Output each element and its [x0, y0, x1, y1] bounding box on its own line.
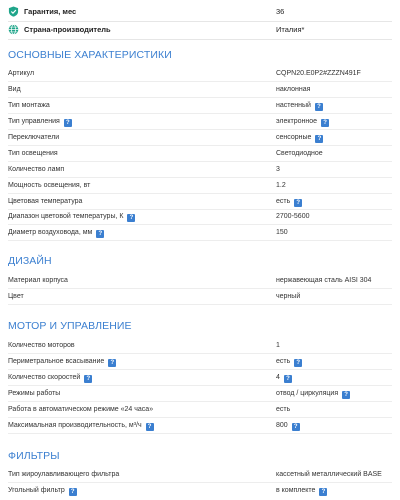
- spec-row-speed-count: [0, 372, 400, 386]
- spec-value: [276, 118, 329, 127]
- spec-label: [8, 118, 72, 127]
- warranty-value: 36: [276, 7, 285, 16]
- help-icon[interactable]: ?: [64, 119, 72, 127]
- spec-row-duct-diameter: [0, 227, 400, 241]
- spec-value: наклонная: [276, 86, 311, 93]
- spec-row-switches: [0, 132, 400, 146]
- spec-value-text: сенсорные: [276, 134, 312, 141]
- help-icon[interactable]: ?: [146, 423, 154, 431]
- spec-row-lighting-power: [0, 180, 400, 194]
- spec-value: 1.2: [276, 182, 286, 189]
- spec-row-grease-filter-type: [0, 469, 400, 483]
- spec-row-article: [0, 68, 400, 82]
- spec-value-text: 4: [276, 374, 280, 381]
- shield-check-icon: [8, 6, 19, 17]
- spec-value: 150: [276, 229, 288, 236]
- help-icon[interactable]: ?: [284, 375, 292, 383]
- help-icon[interactable]: ?: [342, 391, 350, 399]
- spec-value: 2700-5600: [276, 213, 310, 220]
- globe-icon: [8, 24, 19, 35]
- spec-row-max-capacity: [0, 420, 400, 434]
- spec-row-color: [0, 291, 400, 305]
- spec-label: Цвет: [8, 293, 24, 300]
- spec-row-perimeter-suction: [0, 356, 400, 370]
- spec-row-lighting-type: [0, 148, 400, 162]
- help-icon[interactable]: ?: [294, 199, 302, 207]
- spec-value: [276, 198, 302, 207]
- spec-value: Светодиодное: [276, 150, 323, 157]
- spec-label: Мощность освещения, вт: [8, 182, 91, 189]
- spec-value-text: есть: [276, 198, 291, 205]
- spec-label: Материал корпуса: [8, 277, 68, 284]
- spec-label: [8, 487, 77, 496]
- spec-label: [8, 374, 92, 383]
- divider: [8, 39, 392, 40]
- spec-label: Тип жироулавливающего фильтра: [8, 471, 120, 478]
- help-icon[interactable]: ?: [96, 230, 104, 238]
- spec-label: Вид: [8, 86, 21, 93]
- spec-value-text: 800: [276, 422, 288, 429]
- spec-value: кассетный металлический BASE: [276, 471, 382, 478]
- spec-row-body-material: [0, 275, 400, 289]
- spec-label-text: Максимальная производительность, м³/ч: [8, 422, 142, 429]
- spec-value: есть: [276, 406, 291, 413]
- spec-label: Количество ламп: [8, 166, 65, 173]
- help-icon[interactable]: ?: [315, 103, 323, 111]
- help-icon[interactable]: ?: [127, 214, 135, 222]
- help-icon[interactable]: ?: [321, 119, 329, 127]
- section-title-motor-control: МОТОР И УПРАВЛЕНИЕ: [8, 320, 132, 332]
- spec-label: Артикул: [8, 70, 35, 77]
- spec-value: черный: [276, 293, 301, 300]
- section-title-filters: ФИЛЬТРЫ: [8, 450, 60, 462]
- help-icon[interactable]: ?: [292, 423, 300, 431]
- help-icon[interactable]: ?: [108, 359, 116, 367]
- spec-value-text: электронное: [276, 118, 318, 125]
- spec-value: [276, 390, 350, 399]
- spec-label: Тип освещения: [8, 150, 58, 157]
- help-icon[interactable]: ?: [84, 375, 92, 383]
- spec-value-text: отвод / циркуляция: [276, 390, 339, 397]
- warranty-label: Гарантия, мес: [24, 7, 77, 16]
- spec-label: [8, 229, 104, 238]
- section-title-design: ДИЗАЙН: [8, 255, 52, 267]
- spec-label-text: Угольный фильтр: [8, 487, 65, 494]
- section-title-main-specs: ОСНОВНЫЕ ХАРАКТЕРИСТИКИ: [8, 49, 172, 61]
- spec-row-color-temp-range: [0, 211, 400, 225]
- spec-row-operating-modes: [0, 388, 400, 402]
- spec-value: [276, 102, 323, 111]
- spec-value: 1: [276, 342, 280, 349]
- spec-label: Работа в автоматическом режиме «24 часа»: [8, 406, 154, 413]
- spec-row-motor-count: [0, 340, 400, 354]
- spec-label-text: Количество скоростей: [8, 374, 81, 381]
- spec-value-text: в комплекте: [276, 487, 316, 494]
- spec-label: Режимы работы: [8, 390, 61, 397]
- help-icon[interactable]: ?: [315, 135, 323, 143]
- help-icon[interactable]: ?: [69, 488, 77, 496]
- spec-label: [8, 358, 116, 367]
- spec-value: [276, 358, 302, 367]
- spec-row-type: [0, 84, 400, 98]
- spec-value: CQPN20.E0P2#ZZZN491F: [276, 70, 361, 77]
- spec-label: Количество моторов: [8, 342, 75, 349]
- country-row: [0, 22, 400, 38]
- spec-label: [8, 422, 154, 431]
- spec-value: 3: [276, 166, 280, 173]
- spec-label-text: Диаметр воздуховода, мм: [8, 229, 93, 236]
- spec-label: Тип монтажа: [8, 102, 50, 109]
- spec-label-text: Периметральное всасывание: [8, 358, 105, 365]
- spec-label: Цветовая температура: [8, 198, 83, 205]
- spec-value: [276, 422, 300, 431]
- spec-label: [8, 213, 135, 222]
- help-icon[interactable]: ?: [319, 488, 327, 496]
- warranty-row: [0, 4, 400, 20]
- country-value: Италия*: [276, 25, 305, 34]
- country-label: Страна-производитель: [24, 25, 111, 34]
- spec-row-lamp-count: [0, 164, 400, 178]
- spec-row-mounting: [0, 100, 400, 114]
- spec-value: [276, 487, 327, 496]
- spec-row-control-type: [0, 116, 400, 130]
- spec-row-color-temperature: [0, 196, 400, 210]
- spec-value-text: есть: [276, 358, 291, 365]
- help-icon[interactable]: ?: [294, 359, 302, 367]
- spec-value: нержавеющая сталь AISI 304: [276, 277, 372, 284]
- spec-value: [276, 134, 323, 143]
- spec-row-carbon-filter: [0, 485, 400, 499]
- spec-value-text: настенный: [276, 102, 311, 109]
- spec-row-auto-mode: [0, 404, 400, 418]
- spec-label-text: Диапазон цветовой температуры, К: [8, 213, 124, 220]
- spec-value: [276, 374, 292, 383]
- spec-label: Переключатели: [8, 134, 60, 141]
- spec-label-text: Тип управления: [8, 118, 60, 125]
